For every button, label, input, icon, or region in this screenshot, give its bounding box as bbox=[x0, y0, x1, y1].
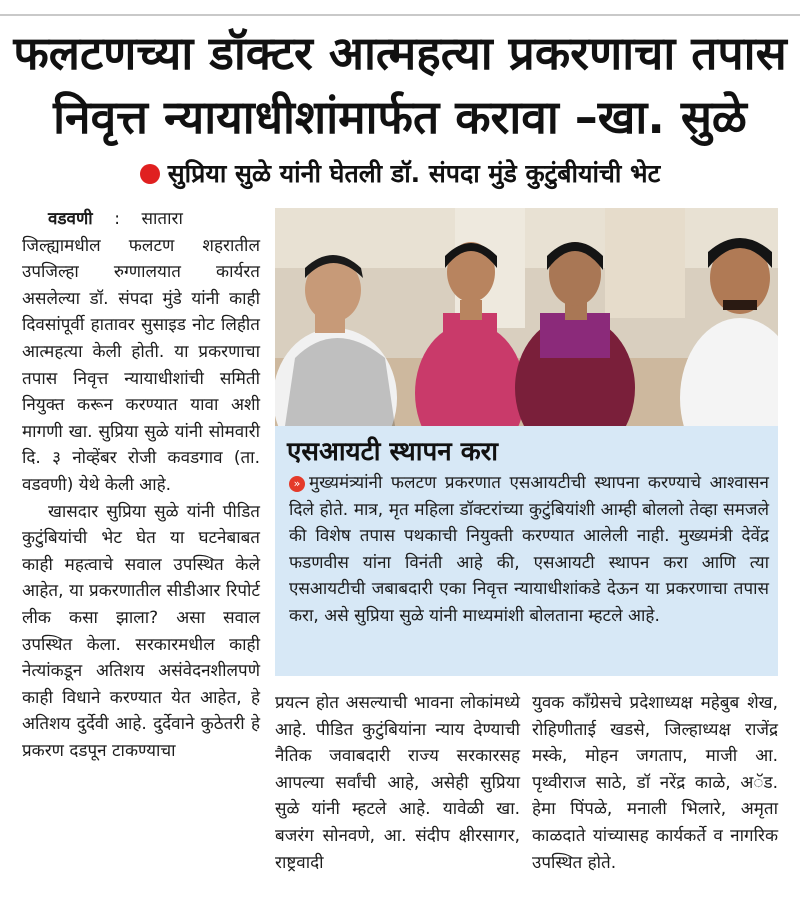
red-dot-icon bbox=[140, 164, 160, 184]
box-title: एसआयटी स्थापन करा bbox=[287, 437, 499, 467]
article-paragraph-2: खासदार सुप्रिया सुळे यांनी पीडित कुटुंबियांची भेट घेत या घटनेबाबत काही महत्वाचे सवाल उपस्थित केले आहेत, या प्रकरणातील सीडीआर रिपोर्ट लीक कसा झाला? असा सवाल उपस्थित केला. सरकारमधील काही नेत्यांकडून अतिशय असंवेदनशीलपणे काही विधाने करण्यात येत आहेत, हे अतिशय दुर्देवी आहे. दुर्देवाने कुठेतरी हे प्रकरण दडपून टाकण्याचा bbox=[22, 501, 260, 761]
sit-demand-box bbox=[275, 426, 778, 676]
top-rule bbox=[0, 14, 800, 16]
news-photo-illustration bbox=[275, 208, 778, 426]
dateline-city: सातारा bbox=[141, 209, 183, 229]
dateline bbox=[22, 206, 260, 233]
subheadline bbox=[0, 154, 800, 194]
news-photo bbox=[275, 208, 778, 426]
box-text bbox=[289, 470, 769, 630]
double-chevron-icon: » bbox=[289, 476, 305, 492]
article-paragraph-4: युवक काँग्रेसचे प्रदेशाध्यक्ष महेबुब शेख, रोहिणीताई खडसे, जिल्हाध्यक्ष राजेंद्र मस्के, मोहन जगताप, माजी आ. पृथ्वीराज साठे, डॉ नरेंद्र काळे, अॅड. हेमा पिंपळे, मनाली भिलारे, अमृता काळदाते यांच्यासह कार्यकर्ते व नागरिक उपस्थित होते. bbox=[532, 693, 778, 873]
headline-line-1: फलटणच्या डॉक्टर आत्महत्या प्रकरणाचा तपास bbox=[13, 26, 787, 80]
article-paragraph-3: प्रयत्न होत असल्याची भावना लोकांमध्ये आहे. पीडित कुटुंबियांना न्याय देण्याची नैतिक जवाबदारी राज्य सरकारसह आपल्या सर्वांची आहे, असेही सुप्रिया सुळे यांनी म्हटले आहे. यावेळी खा. बजरंग सोनवणे, आ. संदीप क्षीरसागर, राष्ट्रवादी bbox=[275, 693, 520, 873]
article-column-middle bbox=[275, 690, 520, 876]
subheadline-text: सुप्रिया सुळे यांनी घेतली डॉ. संपदा मुंडे कुटुंबीयांची भेट bbox=[167, 159, 661, 188]
box-text-body: मुख्यमंत्र्यांनी फलटण प्रकरणात एसआयटीची स्थापना करण्याचे आश्वासन दिले होते. मात्र, मृत महिला डॉक्टरांच्या कुटुंबियांशी आम्ही बोललो तेव्हा समजले की विशेष तपास पथकाची नियुक्ती करण्यात आलेली नाही. मुख्यमंत्री देवेंद्र फडणवीस यांना विनंती आहे की, एसआयटी स्थापन करा आणि त्या एसआयटीची जबाबदारी एका निवृत्त न्यायाधीशांकडे देऊन या प्रकरणाचा तपास करा, असे सुप्रिया सुळे यांनी माध्यमांशी बोलताना म्हटले आहे. bbox=[289, 473, 769, 626]
article-column-right bbox=[532, 690, 778, 876]
article-paragraph-1: जिल्ह्यामधील फलटण शहरातील उपजिल्हा रुग्णालयात कार्यरत असलेल्या डॉ. संपदा मुंडे यांनी काही दिवसांपूर्वी हातावर सुसाइड नोट लिहीत आत्महत्या केली होती. या प्रकरणाचा तपास निवृत्त न्यायाधीशांची समिती नियुक्त करून करण्यात यावा अशी मागणी खा. सुप्रिया सुळे यांनी सोमवारी दि. ३ नोव्हेंबर रोजी कवडगाव (ता. वडवणी) येथे केली आहे. bbox=[22, 235, 260, 495]
dateline-place: वडवणी bbox=[48, 209, 93, 229]
headline-line-2: निवृत्त न्यायाधीशांमार्फत करावा –खा. सुळे bbox=[53, 90, 747, 144]
dateline-separator: : bbox=[114, 209, 120, 229]
article-column-left bbox=[22, 206, 260, 764]
